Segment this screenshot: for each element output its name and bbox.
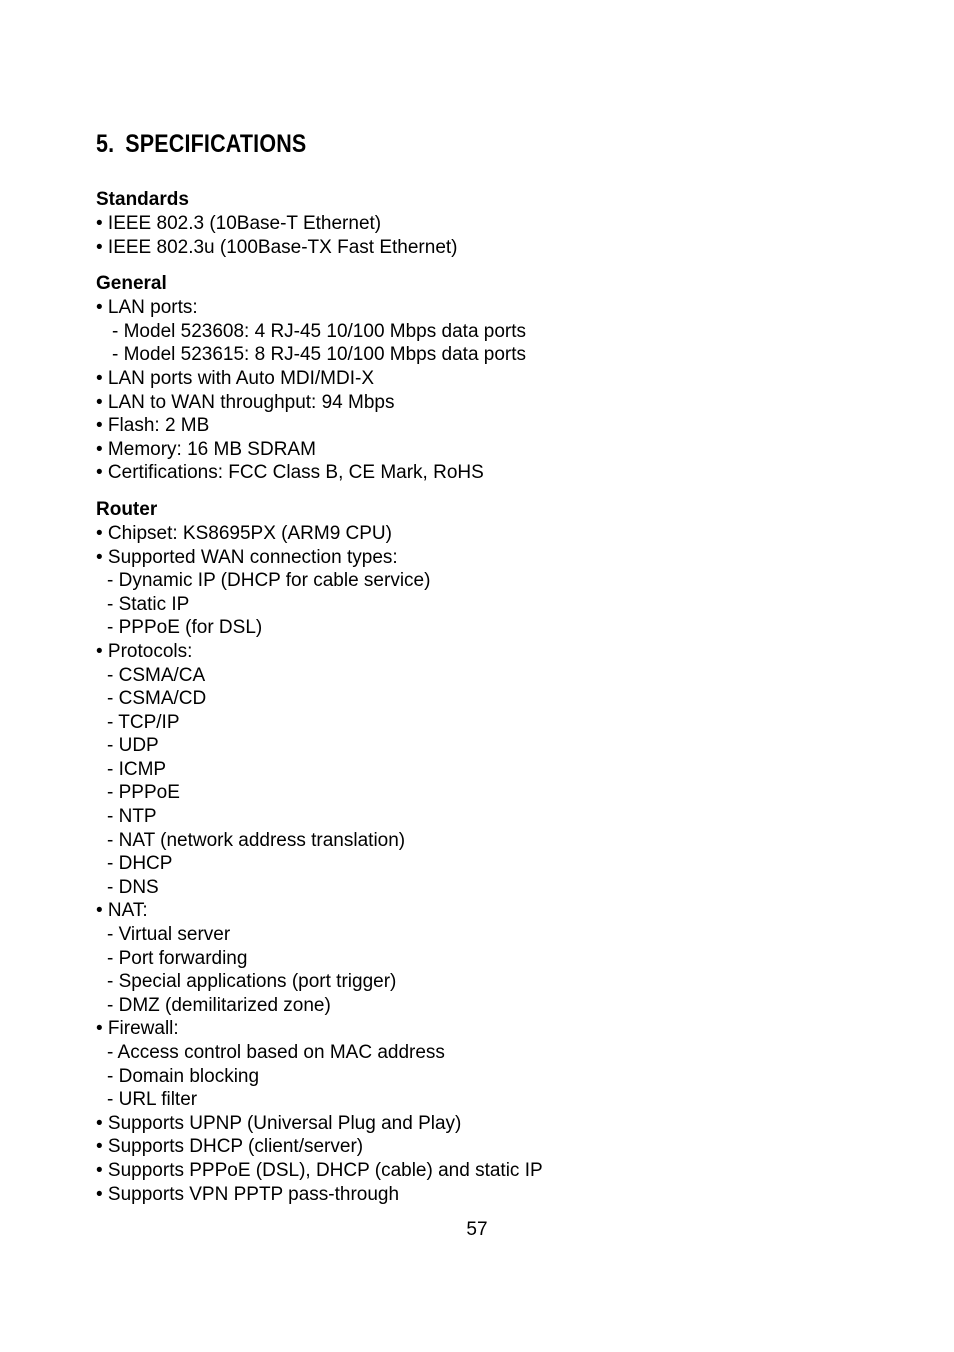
- spec-bullet-item: • Memory: 16 MB SDRAM: [96, 438, 316, 460]
- spec-sub-item: - PPPoE (for DSL): [107, 617, 263, 639]
- sections-container: [96, 188, 896, 1206]
- spec-sub-item: - Dynamic IP (DHCP for cable service): [107, 570, 431, 592]
- spec-sub-item: - CSMA/CA: [107, 664, 206, 686]
- spec-section-router: [96, 498, 896, 1206]
- chapter-title-text: SPECIFICATIONS: [125, 130, 307, 158]
- spec-sub-item: - CSMA/CD: [107, 688, 207, 710]
- spec-sub-item: - PPPoE: [107, 782, 180, 804]
- page-number: 57: [466, 1219, 488, 1240]
- page-content: [96, 126, 896, 1206]
- spec-sub-item: - Virtual server: [107, 924, 231, 946]
- spec-sub-item: - DNS: [107, 876, 159, 898]
- spec-sub-item: - Domain blocking: [107, 1065, 260, 1087]
- spec-bullet-item: • Flash: 2 MB: [96, 415, 210, 437]
- spec-section-standards: [96, 188, 896, 259]
- spec-bullet-item: • LAN ports with Auto MDI/MDI-X: [96, 367, 375, 389]
- spec-sub-item: - ICMP: [107, 758, 167, 780]
- section-heading: Standards: [96, 189, 189, 210]
- spec-sub-item: - UDP: [107, 735, 159, 757]
- spec-bullet-item: • Supported WAN connection types:: [96, 546, 398, 568]
- spec-sub-item: - TCP/IP: [107, 711, 180, 733]
- spec-sub-item: - NTP: [107, 806, 157, 828]
- chapter-title: [96, 126, 784, 162]
- chapter-number: 5.: [96, 130, 115, 158]
- section-heading: Router: [96, 498, 158, 520]
- spec-bullet-item: • Firewall:: [96, 1018, 179, 1040]
- spec-sub-item: - DMZ (demilitarized zone): [107, 994, 331, 1016]
- spec-bullet-item: • IEEE 802.3 (10Base-T Ethernet): [96, 213, 382, 234]
- spec-sub-item: - Port forwarding: [107, 947, 248, 969]
- spec-section-general: [96, 272, 896, 485]
- spec-sub-item: - DHCP: [107, 853, 173, 875]
- section-heading: General: [96, 273, 167, 295]
- spec-bullet-item: • Protocols:: [96, 640, 193, 662]
- spec-sub-item: - Special applications (port trigger): [107, 971, 397, 993]
- spec-sub-item: - Model 523615: 8 RJ-45 10/100 Mbps data ports: [112, 344, 527, 366]
- spec-bullet-item: • LAN ports:: [96, 297, 198, 319]
- spec-bullet-item: • LAN to WAN throughput: 94 Mbps: [96, 391, 395, 413]
- spec-sub-item: - Model 523608: 4 RJ-45 10/100 Mbps data ports: [112, 320, 527, 342]
- spec-bullet-item: • IEEE 802.3u (100Base-TX Fast Ethernet): [96, 236, 458, 258]
- spec-bullet-item: • Chipset: KS8695PX (ARM9 CPU): [96, 522, 392, 544]
- spec-bullet-item: • Supports VPN PPTP pass-through: [96, 1183, 400, 1205]
- spec-sub-item: - URL filter: [107, 1089, 198, 1111]
- spec-bullet-item: • Supports PPPoE (DSL), DHCP (cable) and static IP: [96, 1159, 543, 1181]
- spec-bullet-item: • Supports DHCP (client/server): [96, 1136, 364, 1158]
- spec-bullet-item: • Certifications: FCC Class B, CE Mark, RoHS: [96, 462, 484, 484]
- spec-sub-item: - Static IP: [107, 593, 190, 615]
- spec-sub-item: - Access control based on MAC address: [107, 1042, 445, 1063]
- spec-bullet-item: • Supports UPNP (Universal Plug and Play): [96, 1112, 462, 1134]
- spec-bullet-item: • NAT:: [96, 900, 148, 922]
- spec-sub-item: - NAT (network address translation): [107, 829, 406, 851]
